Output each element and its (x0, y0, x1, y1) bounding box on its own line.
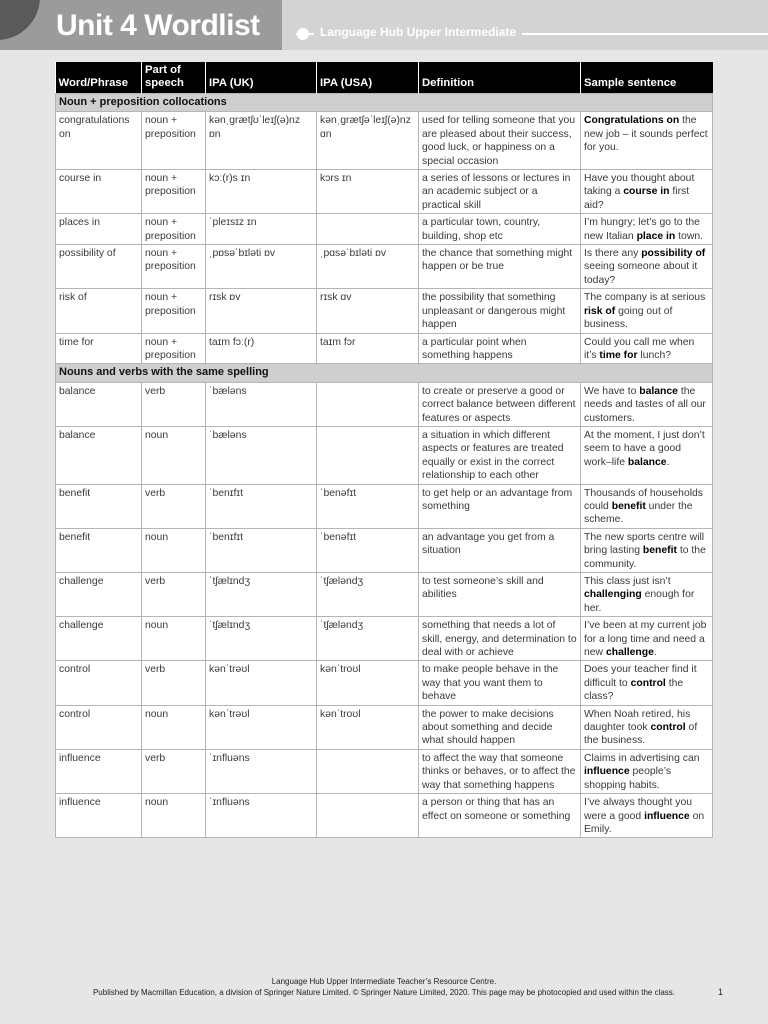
sentence-text: The new sports centre will bring lasting (584, 531, 705, 557)
highlighted-phrase: influence (584, 766, 630, 778)
sentence-text: first aid? (584, 186, 690, 211)
ipa-usa-cell (317, 794, 419, 838)
ipa-usa-cell: ˈtʃæləndʒ (317, 573, 419, 617)
table-row (56, 245, 713, 289)
table-row (56, 333, 713, 364)
word-cell: benefit (56, 484, 142, 528)
sample-sentence-cell (581, 661, 713, 705)
sample-sentence-cell (581, 245, 713, 289)
part-of-speech-cell: noun (142, 617, 206, 661)
definition-cell: the power to make decisions about something and decide what should happen (419, 705, 581, 749)
sample-sentence-cell (581, 573, 713, 617)
highlighted-phrase: course in (623, 186, 670, 198)
part-of-speech-cell: verb (142, 573, 206, 617)
highlighted-phrase: Congratulations on (584, 115, 680, 127)
sample-sentence-cell (581, 289, 713, 333)
definition-cell: used for telling someone that you are pleased about their success, good luck, or happiness on a special occasion (419, 112, 581, 170)
sentence-text: We have to (584, 385, 640, 397)
sample-sentence-cell (581, 214, 713, 245)
highlighted-phrase: balance (627, 456, 667, 468)
ipa-uk-cell: kənˌɡrætʃʊˈleɪʃ(ə)nz ɒn (206, 112, 317, 170)
highlighted-phrase: risk of (584, 305, 616, 317)
sentence-text: Claims in advertising can (584, 752, 700, 764)
ipa-uk-cell: ˈbæləns (206, 382, 317, 426)
sample-sentence-cell (581, 333, 713, 364)
ipa-usa-cell: ˌpɑsəˈbɪləti ɒv (317, 245, 419, 289)
sentence-text: Does your teacher find it difficult to (584, 664, 697, 689)
ipa-uk-cell: taɪm fɔː(r) (206, 333, 317, 364)
sample-sentence-cell (581, 170, 713, 214)
definition-cell: a particular point when something happens (419, 333, 581, 364)
ipa-usa-cell: ˈtʃæləndʒ (317, 617, 419, 661)
sentence-text: The company is at serious (584, 292, 706, 304)
part-of-speech-cell: verb (142, 749, 206, 793)
ipa-usa-cell: rɪsk ɑv (317, 289, 419, 333)
word-cell: challenge (56, 573, 142, 617)
sentence-text: . (666, 456, 670, 468)
definition-cell: a situation in which different aspects or features are treated equally or exist in the correct relationship to each other (419, 426, 581, 484)
definition-cell: a particular town, country, building, shop etc (419, 214, 581, 245)
column-header-ipa-usa: IPA (USA) (317, 62, 419, 94)
ipa-usa-cell (317, 214, 419, 245)
highlighted-phrase: benefit (611, 500, 646, 512)
ipa-usa-cell: kɔrs ɪn (317, 170, 419, 214)
word-cell: places in (56, 214, 142, 245)
word-cell: influence (56, 749, 142, 793)
column-header-ipa-uk: IPA (UK) (206, 62, 317, 94)
part-of-speech-cell: noun (142, 528, 206, 572)
sentence-text: under the scheme. (584, 500, 693, 526)
word-cell: balance (56, 382, 142, 426)
sample-sentence-cell (581, 705, 713, 749)
table-row (56, 661, 713, 705)
sample-sentence-cell (581, 112, 713, 170)
ipa-usa-cell: ˈbenəfɪt (317, 484, 419, 528)
sentence-text: people’s shopping habits. (584, 766, 672, 791)
sentence-text: At the moment, I just don’t seem to have a good work–life (584, 429, 705, 468)
definition-cell: the chance that something might happen or be true (419, 245, 581, 289)
definition-cell: to create or preserve a good or correct balance between different features or aspects (419, 382, 581, 426)
definition-cell: to affect the way that someone thinks or behaves, or to affect the way that something happens (419, 749, 581, 793)
sentence-text: Is there any (584, 248, 642, 260)
ipa-usa-cell: kənˌɡrætʃəˈleɪʃ(ə)nz ɑn (317, 112, 419, 170)
section-heading-row (56, 94, 713, 112)
table-row (56, 112, 713, 170)
part-of-speech-cell: noun (142, 426, 206, 484)
ipa-uk-cell: ˈbenɪfɪt (206, 528, 317, 572)
word-cell: congratulations on (56, 112, 142, 170)
highlighted-phrase: time for (599, 349, 638, 361)
sentence-text: lunch? (637, 349, 672, 361)
highlighted-phrase: influence (644, 810, 690, 822)
page-footer (0, 976, 768, 998)
word-cell: challenge (56, 617, 142, 661)
column-header-sample-sentence: Sample sentence (581, 62, 713, 94)
page-title: Unit 4 Wordlist (56, 9, 260, 42)
part-of-speech-cell: noun (142, 794, 206, 838)
part-of-speech-cell: verb (142, 484, 206, 528)
ipa-usa-cell: kənˈtroʊl (317, 705, 419, 749)
ipa-usa-cell: ˈbenəfɪt (317, 528, 419, 572)
highlighted-phrase: balance (639, 385, 678, 397)
sample-sentence-cell (581, 749, 713, 793)
ipa-usa-cell (317, 749, 419, 793)
page-number: 1 (718, 987, 724, 997)
ipa-uk-cell: ˈbæləns (206, 426, 317, 484)
highlighted-phrase: challenging (584, 589, 642, 601)
highlighted-phrase: control (650, 722, 686, 734)
sample-sentence-cell (581, 794, 713, 838)
column-header-definition: Definition (419, 62, 581, 94)
ipa-uk-cell: kənˈtrəʊl (206, 661, 317, 705)
part-of-speech-cell: verb (142, 661, 206, 705)
highlighted-phrase: challenge (605, 647, 654, 659)
definition-cell: to make people behave in the way that you want them to behave (419, 661, 581, 705)
ipa-uk-cell: ˈɪnfluəns (206, 749, 317, 793)
sample-sentence-cell (581, 382, 713, 426)
section-heading-row (56, 364, 713, 382)
part-of-speech-cell: noun + preposition (142, 289, 206, 333)
section-heading: Noun + preposition collocations (56, 94, 713, 112)
sentence-text: enough for her. (584, 589, 695, 614)
word-cell: time for (56, 333, 142, 364)
ipa-uk-cell: ˈtʃælɪndʒ (206, 617, 317, 661)
ipa-uk-cell: kənˈtrəʊl (206, 705, 317, 749)
sentence-text: the needs and tastes of all our customers. (584, 385, 706, 424)
sentence-text: seeing someone about it today? (584, 261, 698, 286)
footer-line-1: Language Hub Upper Intermediate Teacher’s Resource Centre. (271, 977, 497, 986)
highlighted-phrase: control (630, 677, 666, 689)
word-cell: benefit (56, 528, 142, 572)
definition-cell: to test someone’s skill and abilities (419, 573, 581, 617)
table-row (56, 617, 713, 661)
definition-cell: something that needs a lot of skill, energy, and determination to deal with or achieve (419, 617, 581, 661)
column-header-part-of-speech: Part of speech (142, 62, 206, 94)
sentence-text: I’m hungry; let’s go to the new Italian (584, 217, 700, 242)
table-row (56, 794, 713, 838)
sentence-text: Could you call me when it’s (584, 336, 695, 361)
highlighted-phrase: benefit (642, 545, 677, 557)
sample-sentence-cell (581, 426, 713, 484)
sentence-text: This class just isn’t (584, 576, 671, 587)
ipa-uk-cell: ˈtʃælɪndʒ (206, 573, 317, 617)
word-cell: control (56, 705, 142, 749)
word-cell: influence (56, 794, 142, 838)
ipa-usa-cell (317, 382, 419, 426)
ipa-uk-cell: kɔː(r)s ɪn (206, 170, 317, 214)
ipa-usa-cell (317, 426, 419, 484)
section-heading: Nouns and verbs with the same spelling (56, 364, 713, 382)
sentence-text: I’ve been at my current job for a long time and need a new (584, 620, 707, 659)
word-cell: course in (56, 170, 142, 214)
sentence-text: . (653, 647, 657, 659)
sentence-text: town. (675, 230, 703, 242)
footer-line-2: Published by Macmillan Education, a division of Springer Nature Limited. © Springer Nature Limited, 2020. This page may be photocopied and used within the class. (92, 988, 676, 997)
table-row (56, 528, 713, 572)
part-of-speech-cell: noun + preposition (142, 170, 206, 214)
column-header-word: Word/Phrase (56, 62, 142, 94)
ipa-uk-cell: rɪsk ɒv (206, 289, 317, 333)
part-of-speech-cell: verb (142, 382, 206, 426)
sample-sentence-cell (581, 484, 713, 528)
ipa-usa-cell: taɪm fɔr (317, 333, 419, 364)
sentence-text: the class? (584, 677, 684, 703)
definition-cell: to get help or an advantage from something (419, 484, 581, 528)
table-row (56, 573, 713, 617)
table-row (56, 214, 713, 245)
part-of-speech-cell: noun + preposition (142, 112, 206, 170)
corner-arc-decoration (0, 0, 40, 40)
sample-sentence-cell (581, 528, 713, 572)
highlighted-phrase: place in (636, 230, 676, 242)
subtitle-bullet-icon (297, 28, 309, 40)
word-cell: risk of (56, 289, 142, 333)
ipa-usa-cell: kənˈtroʊl (317, 661, 419, 705)
ipa-uk-cell: ˈpleɪsɪz ɪn (206, 214, 317, 245)
table-row (56, 705, 713, 749)
sentence-text: I’ve always thought you were a good (584, 797, 693, 822)
sentence-text: of the business. (584, 722, 698, 747)
ipa-uk-cell: ˌpɒsəˈbɪləti ɒv (206, 245, 317, 289)
definition-cell: a person or thing that has an effect on someone or something (419, 794, 581, 838)
part-of-speech-cell: noun + preposition (142, 333, 206, 364)
word-cell: possibility of (56, 245, 142, 289)
sentence-text: the new job – it sounds perfect for you. (584, 115, 708, 154)
part-of-speech-cell: noun (142, 705, 206, 749)
ipa-uk-cell: ˈɪnfluəns (206, 794, 317, 838)
word-cell: control (56, 661, 142, 705)
sentence-text: going out of business. (584, 305, 673, 331)
sentence-text: on Emily. (584, 810, 705, 835)
part-of-speech-cell: noun + preposition (142, 245, 206, 289)
definition-cell: a series of lessons or lectures in an academic subject or a practical skill (419, 170, 581, 214)
sample-sentence-cell (581, 617, 713, 661)
page-header (0, 0, 768, 50)
definition-cell: an advantage you get from a situation (419, 528, 581, 572)
part-of-speech-cell: noun + preposition (142, 214, 206, 245)
table-row (56, 749, 713, 793)
sentence-text: Have you thought about taking a (584, 173, 695, 198)
table-row (56, 289, 713, 333)
definition-cell: the possibility that something unpleasant or dangerous might happen (419, 289, 581, 333)
table-header-row (56, 62, 713, 94)
table-row (56, 170, 713, 214)
sentence-text: When Noah retired, his daughter took (584, 708, 691, 734)
book-subtitle: Language Hub Upper Intermediate (314, 25, 522, 39)
ipa-uk-cell: ˈbenɪfɪt (206, 484, 317, 528)
sentence-text: Thousands of households could (584, 487, 704, 512)
table-row (56, 382, 713, 426)
highlighted-phrase: possibility of (641, 248, 706, 260)
sentence-text: to the community. (584, 545, 706, 570)
wordlist-table (55, 62, 713, 838)
table-row (56, 426, 713, 484)
table-row (56, 484, 713, 528)
word-cell: balance (56, 426, 142, 484)
title-band (0, 0, 282, 50)
